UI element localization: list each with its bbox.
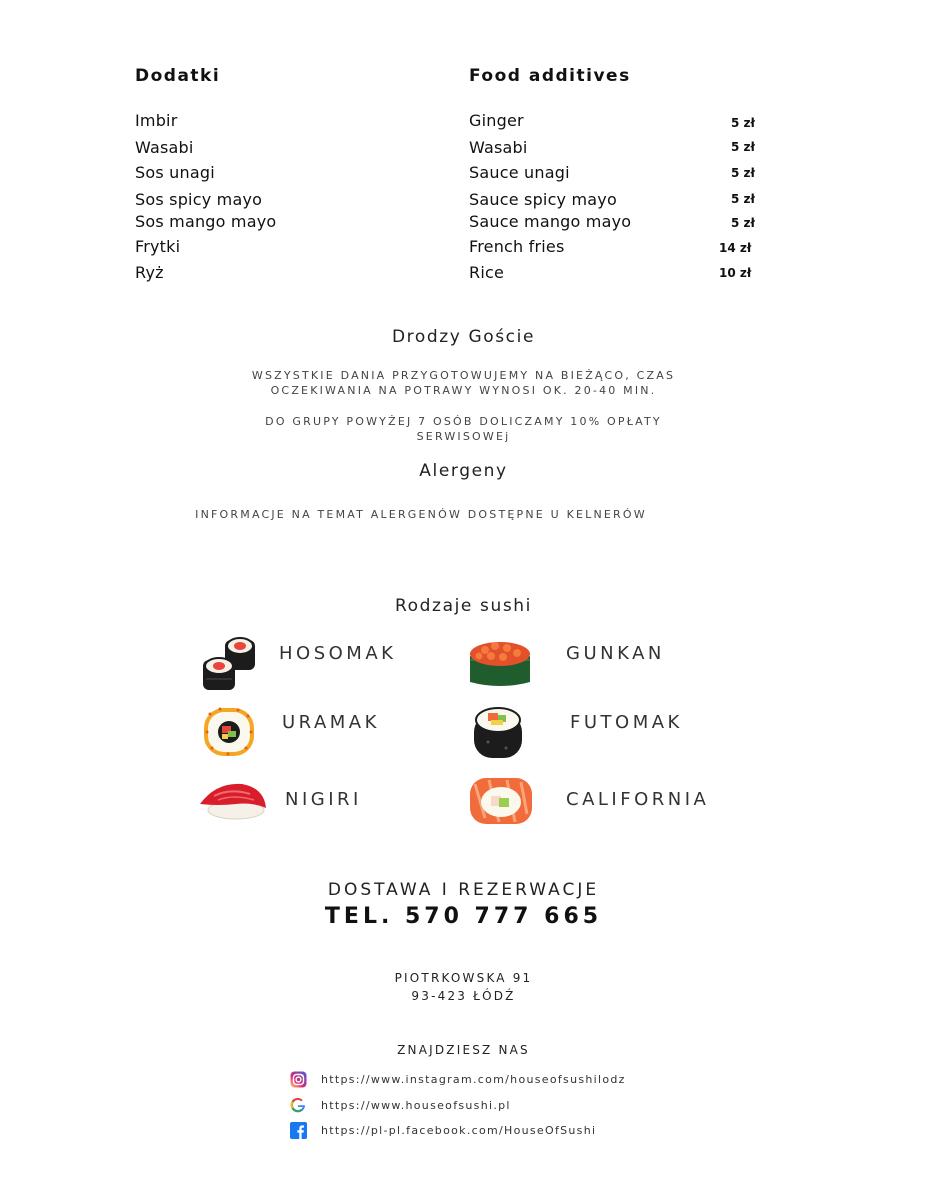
phone-number[interactable]: TEL. 570 777 665 [324,904,603,929]
guests-line: DO GRUPY POWYŻEJ 7 OSÓB DOLICZAMY 10% OPŁATY [265,415,662,428]
guests-line: SERWISOWEj [416,430,511,443]
instagram-icon[interactable] [290,1071,307,1088]
item-pl: Frytki [135,237,181,256]
item-pl: Imbir [135,111,178,130]
allergens-info: INFORMACJE NA TEMAT ALERGENÓW DOSTĘPNE U KELNERÓW [195,508,647,521]
sushi-label-futomak: FUTOMAK [570,712,683,733]
gunkan-icon [467,636,533,690]
find-us-heading: ZNAJDZIESZ NAS [397,1043,530,1057]
item-price: 5 zł [731,140,755,154]
guests-line: OCZEKIWANIA NA POTRAWY WYNOSI OK. 20-40 MIN. [270,384,657,397]
uramaki-icon [198,702,260,760]
item-en: Sauce spicy mayo [469,190,617,209]
item-pl: Ryż [135,263,164,282]
item-price: 14 zł [719,241,752,255]
facebook-icon[interactable] [290,1122,307,1139]
sushi-label-uramak: URAMAK [282,712,380,733]
california-roll-icon [467,774,535,828]
sushi-label-california: CALIFORNIA [566,789,710,810]
item-pl: Sos mango mayo [135,212,277,231]
guests-title: Drodzy Goście [391,327,536,347]
sushi-label-gunkan: GUNKAN [566,643,665,664]
item-en: Ginger [469,111,524,130]
website-link[interactable]: https://www.houseofsushi.pl [321,1099,511,1112]
google-icon[interactable] [290,1097,306,1113]
sushi-types-title: Rodzaje sushi [395,596,532,616]
item-en: French fries [469,237,565,256]
item-pl: Wasabi [135,138,194,157]
item-price: 5 zł [731,166,755,180]
hosomaki-icon [198,636,260,694]
item-price: 5 zł [731,216,755,230]
item-en: Wasabi [469,138,528,157]
sushi-label-nigiri: NIGIRI [285,789,362,810]
guests-note-1 [0,368,927,398]
item-price: 10 zł [719,266,752,280]
address [0,969,927,1005]
item-en: Rice [469,263,505,282]
sushi-label-hosomak: HOSOMAK [279,643,397,664]
delivery-heading: DOSTAWA I REZERWACJE [327,880,600,900]
item-pl: Sos unagi [135,163,215,182]
guests-line: WSZYSTKIE DANIA PRZYGOTOWUJEMY NA BIEŻĄCO, CZAS [251,369,676,382]
item-price: 5 zł [731,116,755,130]
allergens-title: Alergeny [419,461,508,481]
item-price: 5 zł [731,192,755,206]
facebook-link[interactable]: https://pl-pl.facebook.com/HouseOfSushi [321,1124,597,1137]
futomaki-icon [470,704,526,762]
guests-note-2 [0,414,927,444]
address-city: 93-423 ŁÓDŹ [411,989,516,1003]
additives-title-pl: Dodatki [135,66,221,86]
additives-title-en: Food additives [469,66,631,86]
address-street: PIOTRKOWSKA 91 [394,971,533,985]
item-en: Sauce mango mayo [469,212,632,231]
item-en: Sauce unagi [469,163,570,182]
instagram-link[interactable]: https://www.instagram.com/houseofsushilodz [321,1073,626,1086]
nigiri-icon [196,778,270,822]
item-pl: Sos spicy mayo [135,190,263,209]
